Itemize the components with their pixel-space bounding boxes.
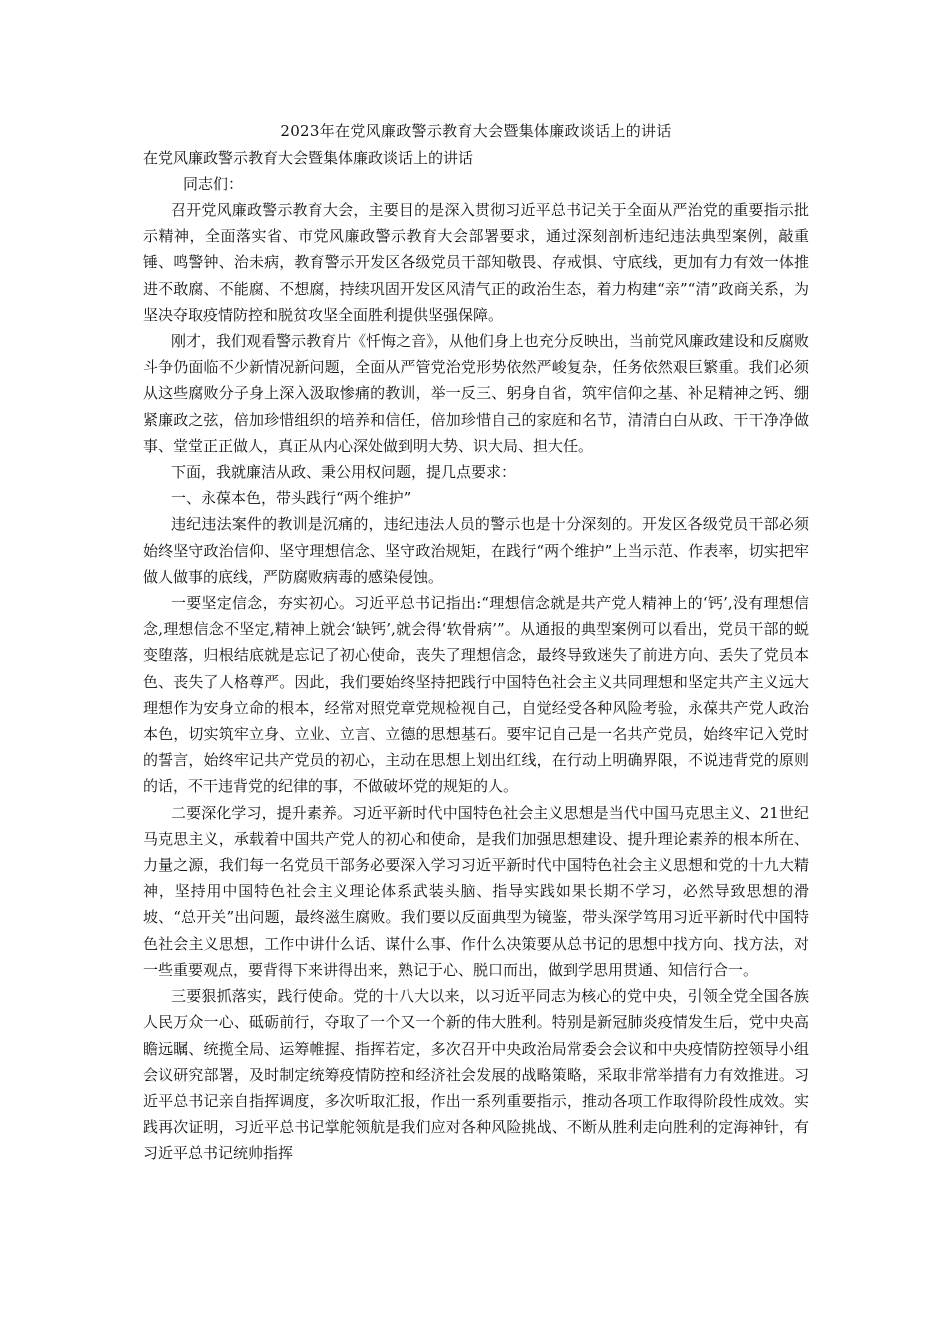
paragraph-intro: 召开党风廉政警示教育大会，主要目的是深入贯彻习近平总书记关于全面从严治党的重要指示批示精神，全面落实省、市党风廉政警示教育大会部署要求，通过深刻剖析违纪违法典型案例，敲重锤、鸣警钟、治未病，教育警示开发区各级党员干部知敬畏、存戒惧、守底线，更加有力有效一体推进不敢腐、不能腐、不想腐，持续巩固开发区风清气正的政治生态，着力构建“亲”“清”政商关系，为坚决夺取疫情防控和脱贫攻坚全面胜利提供坚强保障。 (143, 201, 809, 324)
paragraph-lessons: 违纪违法案件的教训是沉痛的，违纪违法人员的警示也是十分深刻的。开发区各级党员干部必须始终坚守政治信仰、坚守理想信念、坚守政治规矩，在践行“两个维护”上当示范、作表率，切实把牢做人做事的底线，严防腐败病毒的感染侵蚀。 (143, 515, 809, 586)
paragraph-point-1: 一要坚定信念，夯实初心。习近平总书记指出:“理想信念就是共产党人精神上的‘钙’,没有理想信念,理想信念不坚定,精神上就会‘缺钙’,就会得‘软骨病’”。从通报的典型案例可以看出，党员干部的蜕变堕落，归根结底就是忘记了初心使命，丧失了理想信念，最终导致迷失了前进方向、丢失了党员本色、丧失了人格尊严。因此，我们要始终坚持把践行中国特色社会主义共同理想和坚定共产主义远大理想作为安身立命的根本，经常对照党章党规检视自己，自觉经受各种风险考验，永葆共产党人政治本色，切实筑牢立身、立业、立言、立德的思想基石。要牢记自己是一名共产党员，始终牢记入党时的誓言，始终牢记共产党员的初心，主动在思想上划出红线，在行动上明确界限，不说违背党的原则的话，不干违背党的纪律的事，不做破坏党的规矩的人。 (143, 594, 809, 796)
paragraph-point-2: 二要深化学习，提升素养。习近平新时代中国特色社会主义思想是当代中国马克思主义、21世纪马克思主义，承载着中国共产党人的初心和使命，是我们加强思想建设、提升理论素养的根本所在、力量之源，我们每一名党员干部务必要深入学习习近平新时代中国特色社会主义思想和党的十九大精神，坚持用中国特色社会主义理论体系武装头脑、指导实践如果长期不学习，必然导致思想的滑坡、“总开关”出问题，最终滋生腐败。我们要以反面典型为镜鉴，带头深学笃用习近平新时代中国特色社会主义思想，工作中讲什么话、谋什么事、作什么决策要从总书记的思想中找方向、找方法，对一些重要观点，要背得下来讲得出来，熟记于心、脱口而出，做到学思用贯通、知信行合一。 (143, 803, 809, 979)
document-page (143, 120, 809, 1167)
paragraph-warning-film: 刚才，我们观看警示教育片《忏悔之音》，从他们身上也充分反映出，当前党风廉政建设和反腐败斗争仍面临不少新情况新问题，全面从严管党治党形势依然严峻复杂，任务依然艰巨繁重。我们必须从这些腐败分子身上深入汲取惨痛的教训，举一反三、躬身自省，筑牢信仰之基、补足精神之钙、绷紧廉政之弦，倍加珍惜组织的培养和信任，倍加珍惜自己的家庭和名节，清清白白从政、干干净净做事、堂堂正正做人，真正从内心深处做到明大势、识大局、担大任。 (143, 332, 809, 455)
section-heading-1: 一、永葆本色，带头践行“两个维护” (171, 489, 412, 508)
salutation: 同志们： (183, 175, 244, 193)
document-subtitle: 在党风廉政警示教育大会暨集体廉政谈话上的讲话 (143, 149, 474, 167)
document-title: 2023年在党风廉政警示教育大会暨集体廉政谈话上的讲话 (280, 122, 672, 140)
paragraph-requirements-lead: 下面，我就廉洁从政、秉公用权问题，提几点要求： (171, 463, 517, 482)
paragraph-point-3: 三要狠抓落实，践行使命。党的十八大以来，以习近平同志为核心的党中央，引领全党全国各族人民万众一心、砥砺前行，夺取了一个又一个新的伟大胜利。特别是新冠肺炎疫情发生后，党中央高瞻远瞩、统揽全局、运筹帷握、指挥若定，多次召开中央政治局常委会会议和中央疫情防控领导小组会议研究部署，及时制定统筹疫情防控和经济社会发展的战略策略，采取非常举措有力有效推进。习近平总书记亲自指挥调度，多次听取汇报，作出一系列重要指示，推动各项工作取得阶段性成效。实践再次证明，习近平总书记掌舵领航是我们应对各种风险挑战、不断从胜利走向胜利的定海神针，有习近平总书记统帅指挥 (143, 987, 809, 1163)
